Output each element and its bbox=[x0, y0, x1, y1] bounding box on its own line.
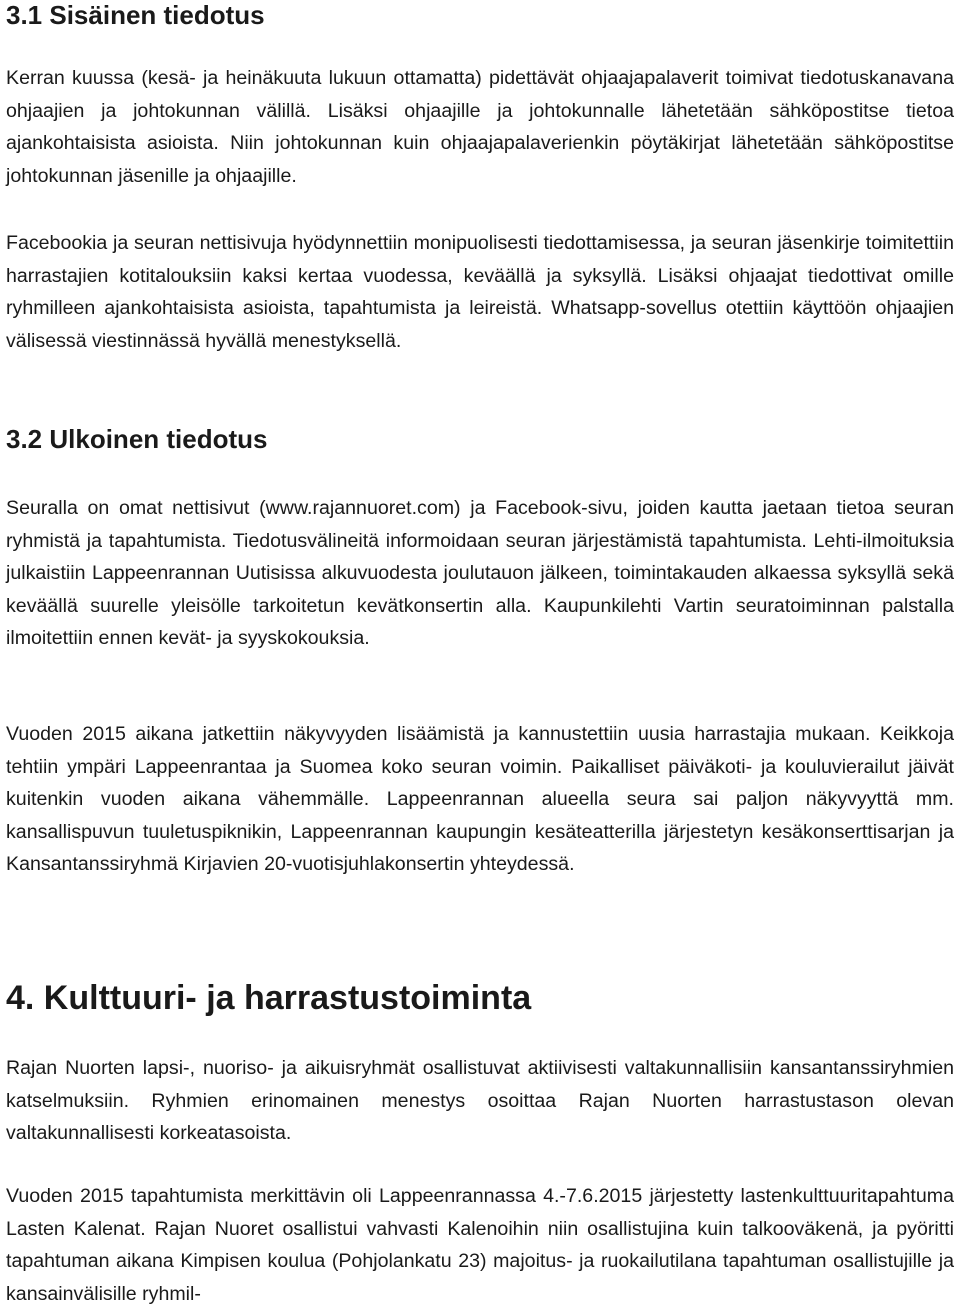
paragraph-culture-2: Vuoden 2015 tapahtumista merkittävin oli Lappeenrannassa 4.-7.6.2015 järjestetty lastenkulttuuritapahtuma Lasten Kalenat. Rajan Nuoret osallistui vahvasti Kalenoihin niin osallistujina kuin talkooväkenä, ja pyöritti tapahtuman aikana Kimpisen koulua (Pohjolankatu 23) majoitus- ja ruokailutilana tapahtuman osallistujille ja kansainvälisille ryhmil- bbox=[6, 1185, 954, 1305]
paragraph-external-2: Vuoden 2015 aikana jatkettiin näkyvyyden lisäämistä ja kannustettiin uusia harrastajia mukaan. Keikkoja tehtiin ympäri Lappeenrantaa ja Suomea koko seuran voimin. Paikalliset päiväkoti- ja kouluvierailut jäivät kuitenkin vuoden aikana vähemmälle. Lappeenrannan alueella seura sai paljon näkyvyyttä mm. kansallispuvun tuuletuspiknikin, Lappeenrannan kaupungin kesäteatterilla järjestetyn kesäkonserttisarjan ja Kansantanssiryhmä Kirjavien 20-vuotisjuhlakonsertin yhteydessä. bbox=[6, 723, 954, 876]
paragraph-internal-2: Facebookia ja seuran nettisivuja hyödynnettiin monipuolisesti tiedottamisessa, ja seuran jäsenkirje toimitettiin harrastajien kotitalouksiin kaksi kertaa vuodessa, keväällä ja syksyllä. Lisäksi ohjaajat tiedottivat omille ryhmilleen ajankohtaisista asioista, tapahtumista ja leireistä. Whatsapp-sovellus otettiin käyttöön ohjaajien välisessä viestinnässä hyvällä menestyksellä. bbox=[6, 232, 954, 352]
section-heading-external-communication: 3.2 Ulkoinen tiedotus bbox=[6, 424, 268, 454]
paragraph-culture-1: Rajan Nuorten lapsi-, nuoriso- ja aikuisryhmät osallistuvat aktiivisesti valtakunnallisiin kansantanssiryhmien katselmuksiin. Ryhmien erinomainen menestys osoittaa Rajan Nuorten harrastustason olevan valtakunnallisesti korkeatasoista. bbox=[6, 1057, 954, 1145]
section-heading-internal-communication: 3.1 Sisäinen tiedotus bbox=[6, 0, 265, 30]
paragraph-external-1: Seuralla on omat nettisivut (www.rajannuoret.com) ja Facebook-sivu, joiden kautta jaetaan tietoa seuran ryhmistä ja tapahtumista. Tiedotusvälineitä informoidaan seuran järjestämistä tapahtumista. Lehti-ilmoituksia julkaistiin Lappeenrannan Uutisissa alkuvuodesta joulutauon jälkeen, toimintakauden alkaessa syksyllä sekä keväällä suurelle yleisölle tarkoitetun kevätkonsertin alla. Kaupunkilehti Vartin seuratoiminnan palstalla ilmoitettiin ennen kevät- ja syyskokouksia. bbox=[6, 497, 954, 650]
chapter-heading-culture: 4. Kulttuuri- ja harrastustoiminta bbox=[6, 979, 532, 1017]
paragraph-internal-1: Kerran kuussa (kesä- ja heinäkuuta lukuun ottamatta) pidettävät ohjaajapalaverit toimivat tiedotuskanavana ohjaajien ja johtokunnan välillä. Lisäksi ohjaajille ja johtokunnalle lähetetään sähköpostitse tietoa ajankohtaisista asioista. Niin johtokunnan kuin ohjaajapalaverienkin pöytäkirjat lähetetään sähköpostitse johtokunnan jäsenille ja ohjaajille. bbox=[6, 67, 954, 187]
